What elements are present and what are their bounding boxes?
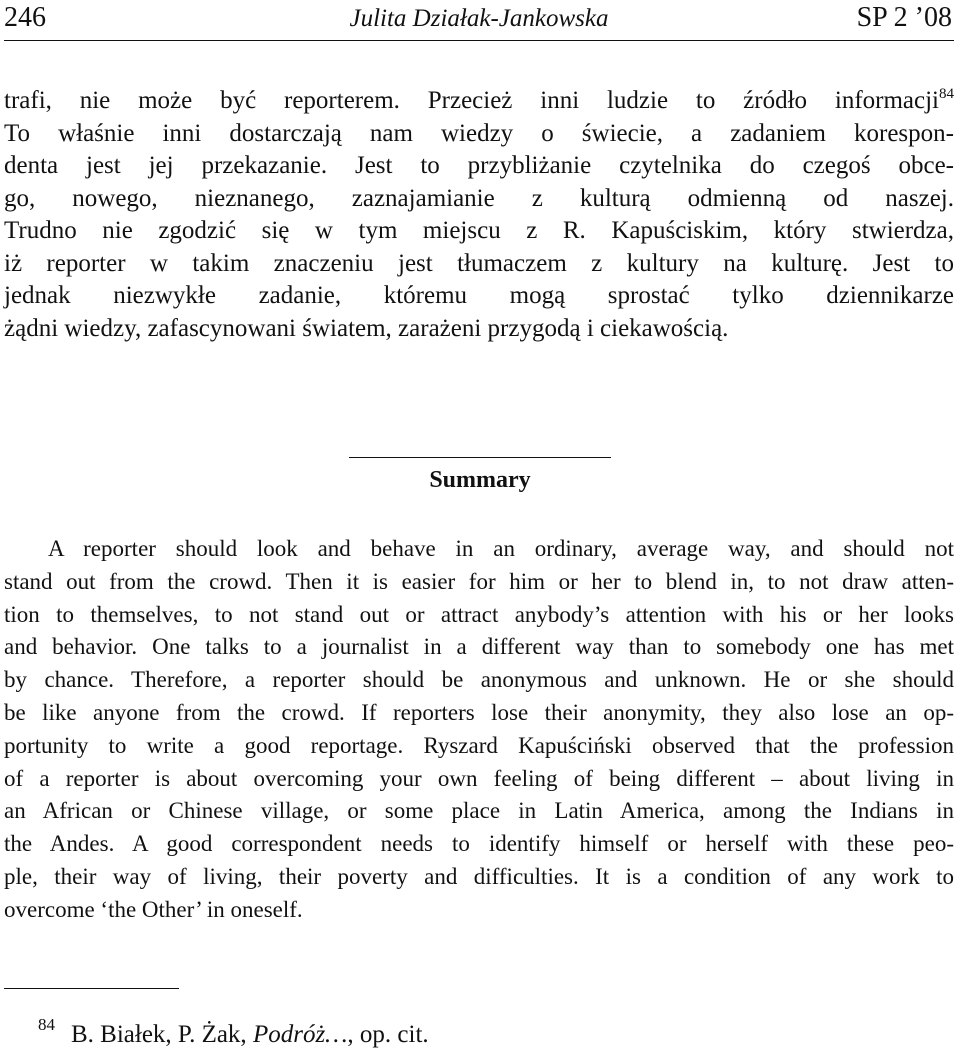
summary-line: overcome ‘the Other’ in oneself.	[4, 896, 303, 922]
line-text: trafi, nie może być reporterem. Przecież inni ludzie to źródło informacji	[4, 87, 939, 114]
footnote-authors: B. Białek, P. Żak,	[71, 1021, 247, 1048]
summary-line: portunity to write a good reportage. Ryszard Kapuściński observed that the profession	[4, 732, 954, 758]
page-number: 246	[4, 2, 46, 33]
footnote-title: Podróż…	[252, 1021, 348, 1048]
footnote-reference[interactable]: 84	[939, 86, 954, 102]
summary-heading: Summary	[429, 467, 531, 493]
footnote	[38, 1015, 429, 1055]
running-header	[4, 0, 954, 38]
summary-line: be like anyone from the crowd. If reporters lose their anonymity, they also lose an op-	[4, 699, 954, 725]
summary-line: of a reporter is about overcoming your own feeling of being different – about living in	[4, 765, 954, 791]
summary-line: stand out from the crowd. Then it is easier for him or her to blend in, to not draw atten-	[4, 568, 954, 594]
summary-line: A reporter should look and behave in an ordinary, average way, and should not	[48, 536, 954, 561]
paragraph-line: To właśnie inni dostarczają nam wiedzy o świecie, a zadaniem korespon-	[4, 119, 954, 147]
summary-line: by chance. Therefore, a reporter should be anonymous and unknown. He or she should	[4, 667, 954, 693]
summary-divider	[349, 457, 611, 458]
footnote-suffix: , op. cit.	[347, 1021, 429, 1048]
summary-line: ple, their way of living, their poverty and difficulties. It is a condition of any work to	[4, 863, 954, 889]
polish-paragraph	[4, 85, 954, 345]
paragraph-line: iż reporter w takim znaczeniu jest tłumaczem z kultury na kulturę. Jest to	[4, 249, 954, 277]
footnote-number: 84	[38, 1015, 55, 1034]
summary-paragraph	[4, 533, 954, 927]
paragraph-line	[4, 85, 954, 118]
footnote-divider	[4, 988, 179, 989]
header-journal: SP 2 ’08	[856, 2, 952, 33]
header-rule	[4, 40, 954, 41]
paragraph-line: jednak niezwykłe zadanie, któremu mogą sprostać tylko dziennikarze	[4, 282, 954, 309]
summary-line: tion to themselves, to not stand out or attract anybody’s attention with his or her looks	[4, 601, 954, 627]
summary-line: and behavior. One talks to a journalist in a different way than to somebody one has met	[4, 634, 954, 660]
summary-line: the Andes. A good correspondent needs to identify himself or herself with these peo-	[4, 831, 954, 857]
paragraph-line: żądni wiedzy, zafascynowani światem, zarażeni przygodą i ciekawością.	[4, 314, 729, 342]
paragraph-line: denta jest jej przekazanie. Jest to przybliżanie czytelnika do czegoś obce-	[4, 152, 954, 179]
paragraph-line: Trudno nie zgodzić się w tym miejscu z R. Kapuściskim, który stwierdza,	[4, 217, 954, 244]
paragraph-line: go, nowego, nieznanego, zaznajamianie z kulturą odmienną od naszej.	[4, 184, 954, 212]
header-author: Julita Działak-Jankowska	[349, 5, 609, 32]
summary-line: an African or Chinese village, or some place in Latin America, among the Indians in	[4, 798, 954, 824]
